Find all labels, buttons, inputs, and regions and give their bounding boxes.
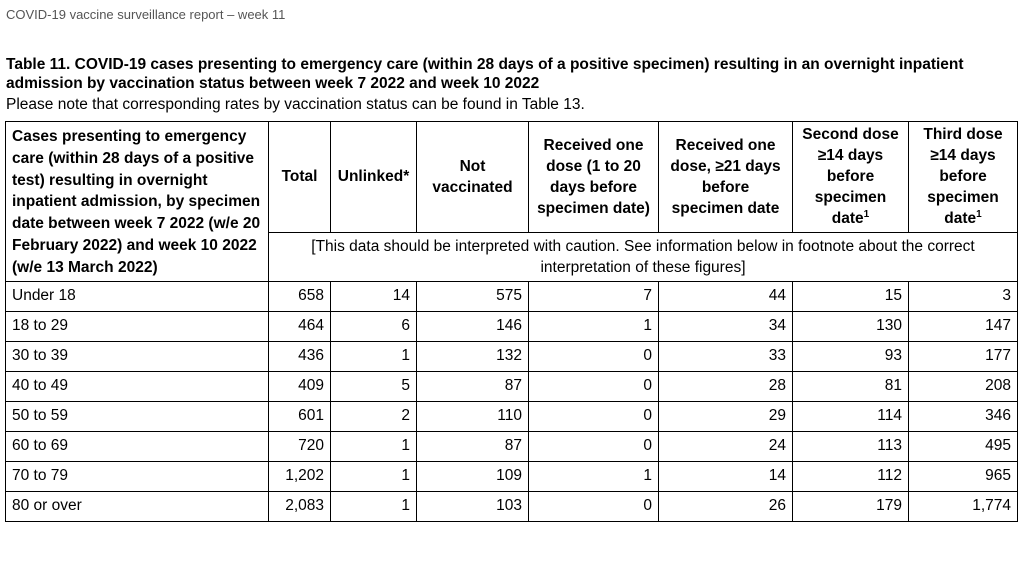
not-vaccinated-header: Not vaccinated [417,122,529,233]
unlinked-cell: 1 [331,341,417,371]
third-dose-cell: 3 [909,281,1018,311]
third-dose-cell: 208 [909,371,1018,401]
third-dose-cell: 177 [909,341,1018,371]
third-dose-header [909,122,1018,233]
second-dose-cell: 81 [793,371,909,401]
one-dose-21-cell: 33 [659,341,793,371]
not-vaccinated-cell: 132 [417,341,529,371]
not-vaccinated-cell: 146 [417,311,529,341]
one-dose-21-cell: 14 [659,461,793,491]
third-dose-cell: 1,774 [909,491,1018,521]
report-header: COVID-19 vaccine surveillance report – week 11 [6,7,286,22]
one-dose-1-20-cell: 7 [529,281,659,311]
one-dose-21-cell: 34 [659,311,793,341]
total-cell: 436 [269,341,331,371]
one-dose-21-cell: 26 [659,491,793,521]
age-group-cell: 60 to 69 [6,431,269,461]
table-row [6,281,1018,311]
second-dose-cell: 114 [793,401,909,431]
unlinked-cell: 2 [331,401,417,431]
second-dose-header [793,122,909,233]
second-dose-cell: 112 [793,461,909,491]
third-dose-header-text: Third dose ≥14 days before specimen date [923,126,1003,228]
not-vaccinated-cell: 109 [417,461,529,491]
third-dose-cell: 147 [909,311,1018,341]
total-cell: 1,202 [269,461,331,491]
second-dose-header-text: Second dose ≥14 days before specimen date [802,126,899,228]
table-title: Table 11. COVID-19 cases presenting to emergency care (within 28 days of a positive specimen) resulting in an overnight inpatient admission by vaccination status between week 7 2022 and week 10 2022 [6,56,964,92]
one-dose-1-20-header: Received one dose (1 to 20 days before specimen date) [529,122,659,233]
age-group-cell: 40 to 49 [6,371,269,401]
third-dose-cell: 346 [909,401,1018,431]
one-dose-21-cell: 29 [659,401,793,431]
one-dose-1-20-cell: 0 [529,491,659,521]
footnote-mark: 1 [863,209,870,221]
caution-note: [This data should be interpreted with caution. See information below in footnote about the correct interpretation of these figures] [269,232,1018,281]
unlinked-cell: 1 [331,431,417,461]
table-row [6,341,1018,371]
header-row [6,122,1018,233]
not-vaccinated-cell: 575 [417,281,529,311]
one-dose-1-20-cell: 1 [529,311,659,341]
total-cell: 720 [269,431,331,461]
second-dose-cell: 130 [793,311,909,341]
unlinked-cell: 1 [331,491,417,521]
total-cell: 601 [269,401,331,431]
unlinked-cell: 5 [331,371,417,401]
table-body [6,281,1018,521]
age-group-header: Cases presenting to emergency care (within 28 days of a positive test) resulting in overnight inpatient admission, by specimen date between week 7 2022 (w/e 20 February 2022) and week 10 2022 (w/e 13 March 2022) [6,122,269,282]
one-dose-1-20-cell: 0 [529,401,659,431]
one-dose-21-cell: 44 [659,281,793,311]
one-dose-21-cell: 24 [659,431,793,461]
age-group-cell: 80 or over [6,491,269,521]
table-row [6,311,1018,341]
table-row [6,491,1018,521]
not-vaccinated-cell: 87 [417,431,529,461]
one-dose-21-cell: 28 [659,371,793,401]
table-row [6,401,1018,431]
table-row [6,431,1018,461]
one-dose-1-20-cell: 1 [529,461,659,491]
one-dose-1-20-cell: 0 [529,341,659,371]
second-dose-cell: 113 [793,431,909,461]
table-row [6,371,1018,401]
unlinked-cell: 1 [331,461,417,491]
age-group-cell: 70 to 79 [6,461,269,491]
second-dose-cell: 179 [793,491,909,521]
not-vaccinated-cell: 110 [417,401,529,431]
age-group-cell: 50 to 59 [6,401,269,431]
second-dose-cell: 93 [793,341,909,371]
table-note: Please note that corresponding rates by vaccination status can be found in Table 13. [6,96,585,113]
one-dose-1-20-cell: 0 [529,371,659,401]
one-dose-21-header: Received one dose, ≥21 days before specimen date [659,122,793,233]
age-group-cell: Under 18 [6,281,269,311]
total-cell: 464 [269,311,331,341]
age-group-cell: 18 to 29 [6,311,269,341]
third-dose-cell: 495 [909,431,1018,461]
unlinked-cell: 14 [331,281,417,311]
table-row [6,461,1018,491]
total-cell: 409 [269,371,331,401]
second-dose-cell: 15 [793,281,909,311]
one-dose-1-20-cell: 0 [529,431,659,461]
not-vaccinated-cell: 103 [417,491,529,521]
age-group-cell: 30 to 39 [6,341,269,371]
third-dose-cell: 965 [909,461,1018,491]
total-header: Total [269,122,331,233]
total-cell: 658 [269,281,331,311]
unlinked-header: Unlinked* [331,122,417,233]
footnote-mark: 1 [976,209,982,221]
total-cell: 2,083 [269,491,331,521]
vaccination-status-table [5,121,1018,522]
not-vaccinated-cell: 87 [417,371,529,401]
unlinked-cell: 6 [331,311,417,341]
